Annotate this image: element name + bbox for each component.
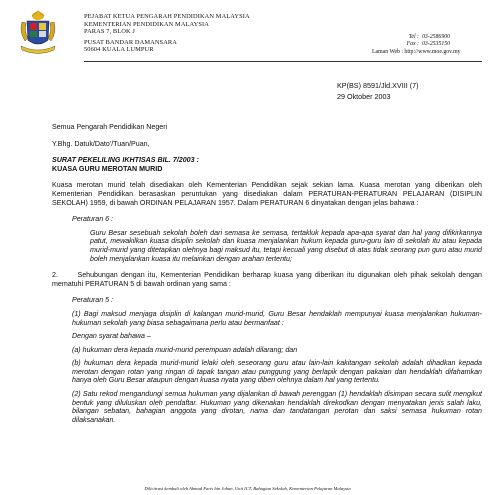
condition-a: (a) hukuman dera kepada murid-murid perempuan adalah dilarang; dan — [72, 345, 298, 354]
salutation: Y.Bhg. Datuk/Dato'/Tuan/Puan, — [52, 139, 150, 148]
contact-block — [368, 34, 480, 55]
tel-label: Tel : — [408, 34, 419, 40]
paragraph-1: Kuasa merotan murid telah disediakan oleh Kementerian Pendidikan sejak sekian lama. Kuasa merotan yang diberikan oleh Kementerian Pendidikan berasaskan peruntukan yang disediakan dalam PERATURAN-PERATURAN PELAJARAN (DISIPLIN SEKOLAH) 1959, di bawah ORDINAN PELAJARAN 1957. Dalam PERATURAN 6 dinyatakan dengan jelas bahawa : — [52, 181, 482, 207]
fax-label: Fax : — [406, 41, 419, 48]
reference-number: KP(BS) 8591/Jld.XVIII (7) — [337, 81, 419, 90]
letterhead-floor: PARAS 7, BLOK J — [84, 28, 135, 36]
tel-value: 03-2586900 — [422, 34, 451, 40]
paragraph-2 — [52, 271, 482, 288]
tel-row — [368, 34, 480, 41]
reference-block — [337, 80, 419, 102]
circular-title: SURAT PEKELILING IKHTISAS BIL. 7/2003 : — [52, 156, 199, 165]
regulation-6-text: Guru Besar sesebuah sekolah boleh dari semasa ke semasa, tertakluk kepada apa-apa syarat dan hal yang difikirkannya patut, mewakilkan kuasa disiplin sekolah dan kuasa menjalankan hukum kepada guru-guru lain di sekolah itu atau kepada murid-murid yang ditetapkan olehnya bagi maksud itu, tetapi kecuali yang disebut di atas tidak seorang pun guru atau murid boleh menjalankan kuasa itu melainkan dengan arahan tertentu; — [90, 228, 482, 263]
regulation-5-clause-2: (2) Satu rekod mengandungi semua hukuman yang dijalankan di bawah perenggan (1) hendaklah disimpan secara sulit mengikut bentuk yang diluluskan oleh pendaftar. Hukuman yang dikenakan hendaklah direkodkan dengan menyatakan jenis salah laku, bilangan sebatan, bahagian anggota yang dirotan, nama dan tandatangan perotan dan saksi semasa hukuman rotan dilaksanakan. — [72, 390, 482, 424]
letterhead-postcode: 50604 KUALA LUMPUR — [84, 46, 154, 54]
fax-row — [368, 41, 480, 48]
fax-value: 03-2535150 — [422, 41, 451, 48]
coat-of-arms-icon — [18, 10, 58, 56]
regulation-5-label: Peraturan 5 : — [72, 296, 114, 305]
condition-b: (b) hukuman dera kepada murid-murid lelaki oleh seseorang guru atau lain-lain kakitangan sekolah adalah dihadkan kepada merotan dengan rotan yang ringan di tapak tangan atau punggung yang berlapik dengan pakaian dan hendaklah difahamkan hanya oleh Guru Besar ataupun dengan kuasa nyata yang diberi olehnya dalam hal yang tertentu. — [72, 359, 482, 385]
footer-note: Dilicitrasi kembali oleh Ahmad Faris bin Johan, Unit ICT, Bahagian Sekolah, Kementerian Pelajaran Malaysia — [144, 486, 351, 491]
letter-body — [52, 123, 482, 424]
paragraph-2-number: 2. — [52, 271, 58, 280]
paragraph-2-text: Sehubungan dengan itu, Kementerian Pendidikan berharap kuasa yang diberikan itu digunakan oleh pihak sekolah dengan mematuhi PERATURAN 5 di bawah ordinan yang sama : — [52, 271, 482, 288]
conditions-label: Dengan syarat bahawa – — [72, 332, 151, 341]
letterhead-office: PEJABAT KETUA PENGARAH PENDIDIKAN MALAYSIA — [84, 13, 250, 20]
regulation-5-clause-1: (1) Bagi maksud menjaga disiplin di kalangan murid-murid, Guru Besar hendaklah mempunyai kuasa menjalankan hukuman-hukuman sekolah yang biasa sebagaimana perlu atau bermanfaat : — [72, 309, 482, 327]
letterhead — [84, 13, 294, 54]
recipients: Semua Pengarah Pendidikan Negeri — [52, 123, 168, 131]
letter-date: 29 Oktober 2003 — [337, 92, 391, 101]
website-link[interactable]: Laman Web : http://www.moe.gov.my — [372, 49, 461, 55]
letterhead-ministry: KEMENTERIAN PENDIDIKAN MALAYSIA — [84, 20, 209, 28]
regulation-6-label: Peraturan 6 : — [72, 215, 114, 224]
header-divider — [84, 61, 482, 62]
letterhead-centre: PUSAT BANDAR DAMANSARA — [84, 38, 177, 46]
circular-subject: KUASA GURU MEROTAN MURID — [52, 164, 163, 173]
